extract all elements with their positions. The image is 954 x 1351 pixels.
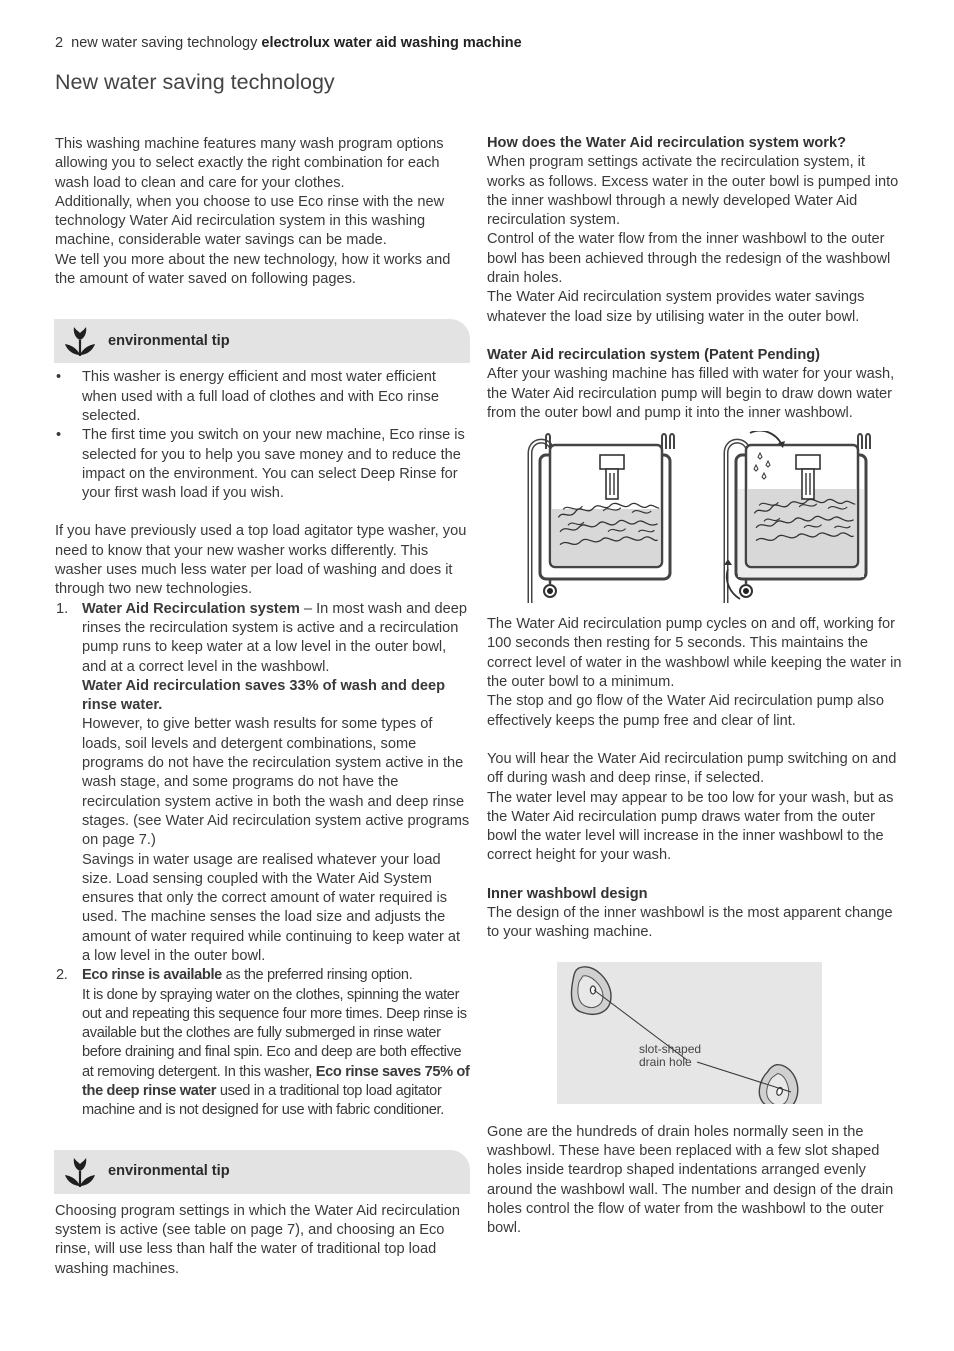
- tulip-leaf-icon: [63, 324, 97, 358]
- hear-paragraph: The water level may appear to be too low for your wash, but as the Water Aid recirculation pump draws water from the outer bowl the water level will increase in the inner washbowl to the correct height for your wash.: [487, 789, 894, 864]
- recirculation-diagram: [520, 431, 880, 606]
- drain-hole-label: slot-shaped drain hole: [639, 1041, 702, 1070]
- intro-paragraph: We tell you more about the new technology, how it works and the amount of water saved on following pages.: [55, 251, 451, 288]
- item-saving: Eco rinse saves 75% of the deep rinse water: [82, 1063, 470, 1100]
- environmental-tip-bar: [54, 1150, 470, 1194]
- page-title: New water saving technology: [55, 70, 335, 94]
- item-text: It is done by spraying water on the clothes, spinning the water out and repeating this sequence four more times. Deep rinse is available but the clothes are fully submerged in rinse water before draining and final spin. Eco and deep are both effective at removing detergent. In this washer,: [82, 986, 467, 1080]
- item-saving: Water Aid recirculation saves 33% of wash and deep rinse water.: [82, 677, 446, 714]
- cycle-paragraph: The Water Aid recirculation pump cycles on and off, working for 100 seconds then resting for 5 seconds. This maintains the correct level of water in the washbowl while keeping the water in the outer bowl to a minimum.: [487, 616, 902, 691]
- item-text: – In most wash and deep rinses the recirculation system is active and a recirculation pump runs to keep water at a low level in the outer bowl, and at a correct level in the washbowl.: [82, 600, 468, 675]
- tip-bullet-list: [55, 368, 470, 503]
- tip-paragraph: Choosing program settings in which the Water Aid recirculation system is active (see table on page 7), and choosing an Eco rinse, will use less than half the water of traditional top load washing machines.: [55, 1202, 461, 1277]
- item-text: Savings in water usage are realised whatever your load size. Load sensing coupled with the Water Aid System ensures that only the correct amount of water required is used. The machine senses the load size and adjusts the amount of water required while continuing to keep water at a low level in the outer bowl.: [82, 851, 461, 964]
- drain-hole-diagram: [557, 962, 822, 1104]
- page-number: 2: [55, 35, 64, 51]
- how-heading: How does the Water Aid recirculation system work?: [487, 135, 846, 151]
- running-header: [55, 35, 522, 51]
- item-bold-lead: Eco rinse is available: [82, 967, 222, 984]
- list-item: • The first time you switch on your new machine, Eco rinse is selected for you to help you save money and to reduce the impact on the environment. You can select Deep Rinse for your first wash load if you wish.: [55, 426, 470, 503]
- how-paragraph: The Water Aid recirculation system provides water savings whatever the load size by utilising water in the outer bowl.: [487, 289, 865, 325]
- machine-recirculating-illustration: [724, 431, 870, 603]
- inner-washbowl-paragraph: The design of the inner washbowl is the most apparent change to your washing machine.: [487, 905, 893, 941]
- list-item: [55, 966, 470, 1120]
- technology-list: [55, 600, 470, 1121]
- product-name: electrolux water aid washing machine: [261, 35, 522, 51]
- left-column: [55, 135, 470, 1279]
- gone-paragraph: Gone are the hundreds of drain holes normally seen in the washbowl. These have been replaced with a few slot shaped holes inside teardrop shaped indentations arranged evenly around the washbowl wall. The number and design of the drain holes control the flow of water from the washbowl to the outer bowl.: [487, 1123, 894, 1237]
- item-text: However, to give better wash results for some types of loads, soil levels and detergent combinations, some programs do not have the recirculation system active in the wash stage, and some programs do not have the recirculation system active in both the wash and deep rinse stages. (see Water Aid recirculation system active programs on page 7.): [82, 716, 470, 849]
- item-text: used in a traditional top load agitator machine and is not designed for use with fabric conditioner.: [82, 1083, 444, 1119]
- tip-label: environmental tip: [108, 332, 230, 349]
- list-item: • This washer is energy efficient and most water efficient when used with a full load of clothes and with Eco rinse selected.: [55, 368, 470, 426]
- machine-filling-illustration: [530, 434, 674, 603]
- hear-paragraph: You will hear the Water Aid recirculation pump switching on and off during wash and deep rinse, if selected.: [487, 750, 897, 787]
- intro-paragraph: This washing machine features many wash program options allowing you to select exactly the right combination for each wash load to clean and care for your clothes.: [55, 136, 444, 191]
- how-paragraph: Control of the water flow from the inner washbowl to the outer bowl has been achieved through the redesign of the washbowl drain holes.: [487, 231, 891, 287]
- patent-heading: Water Aid recirculation system (Patent Pending): [487, 346, 821, 363]
- how-paragraph: When program settings activate the recirculation system, it works as follows. Excess water in the outer bowl is pumped into the inner washbowl through a newly developed Water Aid recirculation system.: [487, 154, 899, 229]
- teardrop-indentation-icon: [571, 966, 611, 1013]
- inner-washbowl-heading: Inner washbowl design: [487, 885, 648, 902]
- tip-label: environmental tip: [108, 1163, 230, 1179]
- agitator-intro-paragraph: If you have previously used a top load agitator type washer, you need to know that your new washer works differently. This washer uses much less water per load of washing and does it through two new technologies.: [55, 523, 467, 598]
- tulip-leaf-icon: [63, 1155, 97, 1189]
- item-bold-lead: Water Aid Recirculation system: [82, 600, 300, 617]
- list-item: [55, 600, 470, 967]
- item-text: as the preferred rinsing option.: [221, 967, 413, 984]
- list-number: 2.: [56, 967, 68, 984]
- intro-paragraph: Additionally, when you choose to use Eco rinse with the new technology Water Aid recirculation system in this washing machine, considerable water savings can be made.: [55, 193, 445, 249]
- section-name: new water saving technology: [71, 35, 258, 51]
- flow-arrow-icon: [750, 431, 782, 445]
- patent-paragraph: After your washing machine has filled with water for your wash, the Water Aid recirculation pump will begin to draw down water from the outer bowl and pump it into the inner washbowl.: [487, 366, 895, 421]
- right-column: [487, 134, 907, 1238]
- environmental-tip-bar: [54, 319, 470, 363]
- list-number: 1.: [56, 600, 69, 617]
- cycle-paragraph: The stop and go flow of the Water Aid recirculation pump also effectively keeps the pump free and clear of lint.: [487, 693, 884, 729]
